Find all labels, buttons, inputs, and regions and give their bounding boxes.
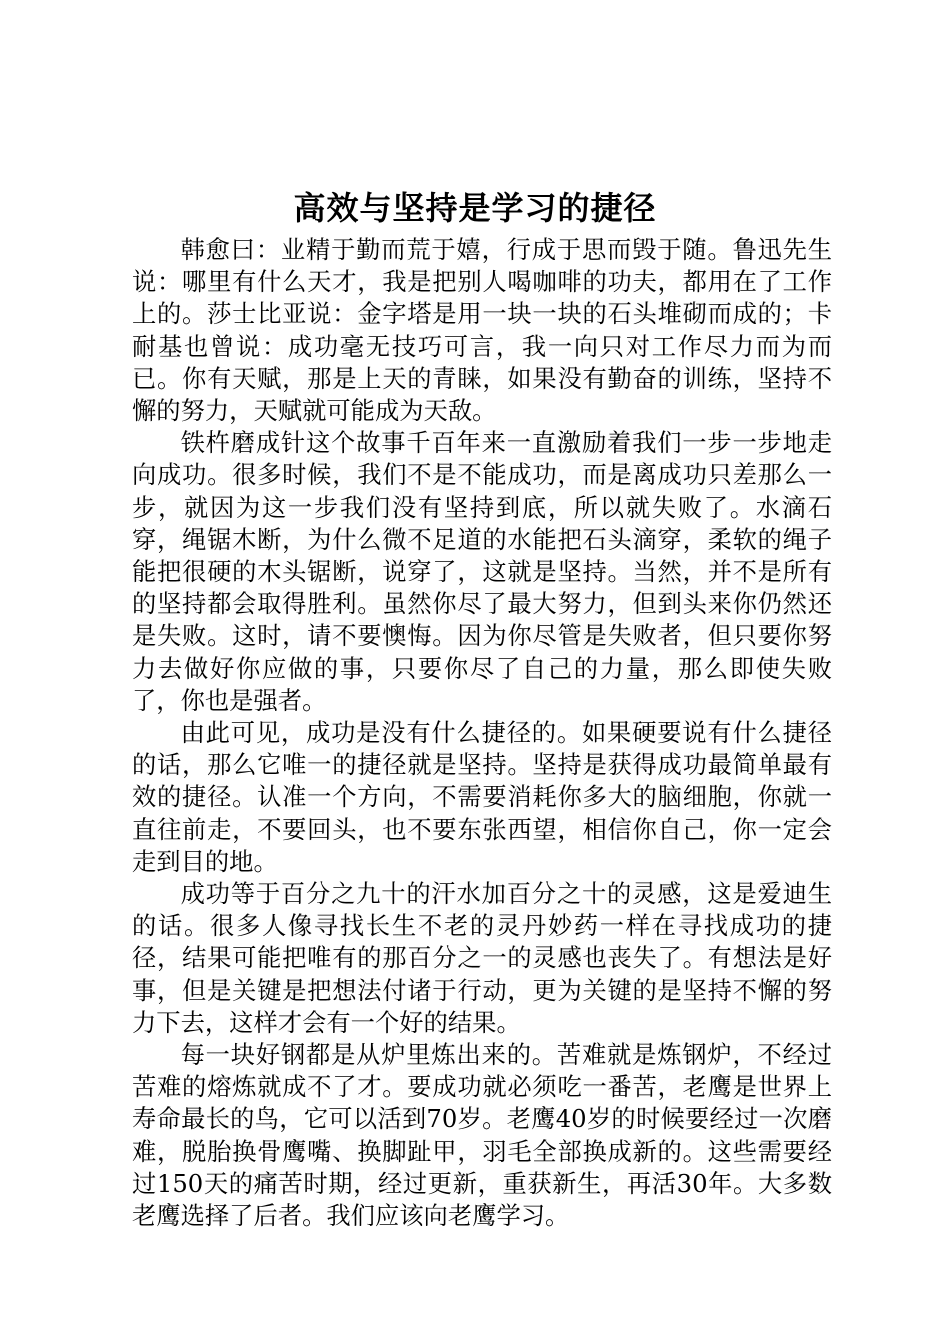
paragraph: 每一块好钢都是从炉里炼出来的。苦难就是炼钢炉，不经过苦难的熔炼就成不了才。要成功就必须吃一番苦，老鹰是世界上寿命最长的鸟，它可以活到70岁。老鹰40岁的时候要经过一次磨难，脱胎换骨鹰嘴、换脚趾甲，羽毛全部换成新的。这些需要经过150天的痛苦时期，经过更新，重获新生，再活30年。大多数老鹰选择了后者。我们应该向老鹰学习。 (132, 1040, 832, 1231)
paragraph: 成功等于百分之九十的汗水加百分之十的灵感，这是爱迪生的话。很多人像寻找长生不老的灵丹妙药一样在寻找成功的捷径，结果可能把唯有的那百分之一的灵感也丧失了。有想法是好事，但是关键是把想法付诸于行动，更为关键的是坚持不懈的努力下去，这样才会有一个好的结果。 (132, 879, 832, 1037)
document-title: 高效与坚持是学习的捷径 (293, 189, 657, 227)
paragraph: 铁杵磨成针这个故事千百年来一直激励着我们一步一步地走向成功。很多时候，我们不是不能成功，而是离成功只差那么一步，就因为这一步我们没有坚持到底，所以就失败了。水滴石穿，绳锯木断，为什么微不足道的水能把石头滴穿，柔软的绳子能把很硬的木头锯断，说穿了，这就是坚持。当然，并不是所有的坚持都会取得胜利。虽然你尽了最大努力，但到头来你仍然还是失败。这时，请不要懊悔。因为你尽管是失败者，但只要你努力去做好你应做的事，只要你尽了自己的力量，那么即使失败了，你也是强者。 (132, 428, 832, 715)
document-body (132, 234, 832, 1232)
paragraph: 韩愈曰：业精于勤而荒于嬉，行成于思而毁于随。鲁迅先生说：哪里有什么天才，我是把别人喝咖啡的功夫，都用在了工作上的。莎士比亚说：金字塔是用一块一块的石头堆砌而成的；卡耐基也曾说：成功毫无技巧可言，我一向只对工作尽力而为而已。你有天赋，那是上天的青睐，如果没有勤奋的训练，坚持不懈的努力，天赋就可能成为天敌。 (132, 235, 832, 426)
paragraph: 由此可见，成功是没有什么捷径的。如果硬要说有什么捷径的话，那么它唯一的捷径就是坚持。坚持是获得成功最简单最有效的捷径。认准一个方向，不需要消耗你多大的脑细胞，你就一直往前走，不要回头，也不要东张西望，相信你自己，你一定会走到目的地。 (132, 718, 832, 876)
